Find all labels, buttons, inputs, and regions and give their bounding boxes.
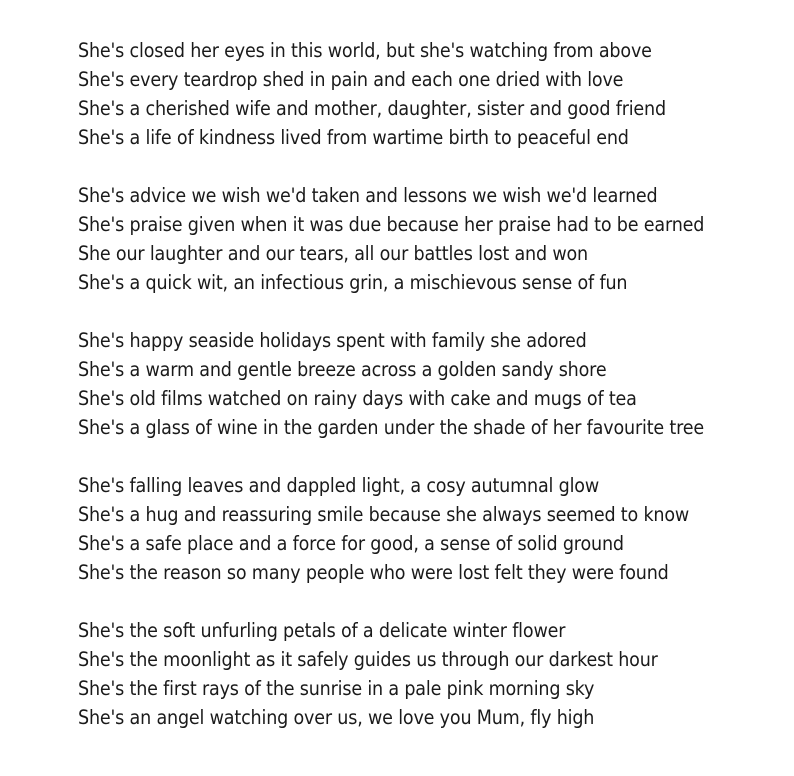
poem-line: She's closed her eyes in this world, but she's watching from above (78, 39, 652, 62)
poem-line: She's a glass of wine in the garden under the shade of her favourite tree (78, 416, 705, 439)
poem-line: She's old films watched on rainy days with cake and mugs of tea (78, 387, 637, 410)
poem-line: She's every teardrop shed in pain and each one dried with love (78, 68, 624, 91)
poem-line: She's advice we wish we'd taken and lessons we wish we'd learned (78, 184, 658, 207)
poem-line: She's an angel watching over us, we love you Mum, fly high (78, 706, 595, 729)
poem-line: She's a safe place and a force for good, a sense of solid ground (78, 532, 624, 555)
poem-line: She our laughter and our tears, all our battles lost and won (78, 242, 589, 265)
poem-line: She's a hug and reassuring smile because she always seemed to know (78, 503, 690, 526)
stanza-4 (78, 471, 778, 587)
poem-line: She's a warm and gentle breeze across a golden sandy shore (78, 358, 607, 381)
stanza-3 (78, 326, 778, 442)
poem (78, 36, 778, 732)
poem-line: She's a cherished wife and mother, daughter, sister and good friend (78, 97, 666, 120)
poem-line: She's happy seaside holidays spent with family she adored (78, 329, 587, 352)
poem-line: She's the reason so many people who were lost felt they were found (78, 561, 669, 584)
poem-line: She's a life of kindness lived from wartime birth to peaceful end (78, 126, 629, 149)
stanza-1 (78, 36, 778, 152)
poem-line: She's a quick wit, an infectious grin, a mischievous sense of fun (78, 271, 628, 294)
poem-line: She's falling leaves and dappled light, a cosy autumnal glow (78, 474, 600, 497)
poem-line: She's the moonlight as it safely guides us through our darkest hour (78, 648, 658, 671)
stanza-2 (78, 181, 778, 297)
stanza-5 (78, 616, 778, 732)
poem-line: She's the soft unfurling petals of a delicate winter flower (78, 619, 566, 642)
poem-line: She's praise given when it was due because her praise had to be earned (78, 213, 705, 236)
poem-line: She's the first rays of the sunrise in a pale pink morning sky (78, 677, 595, 700)
